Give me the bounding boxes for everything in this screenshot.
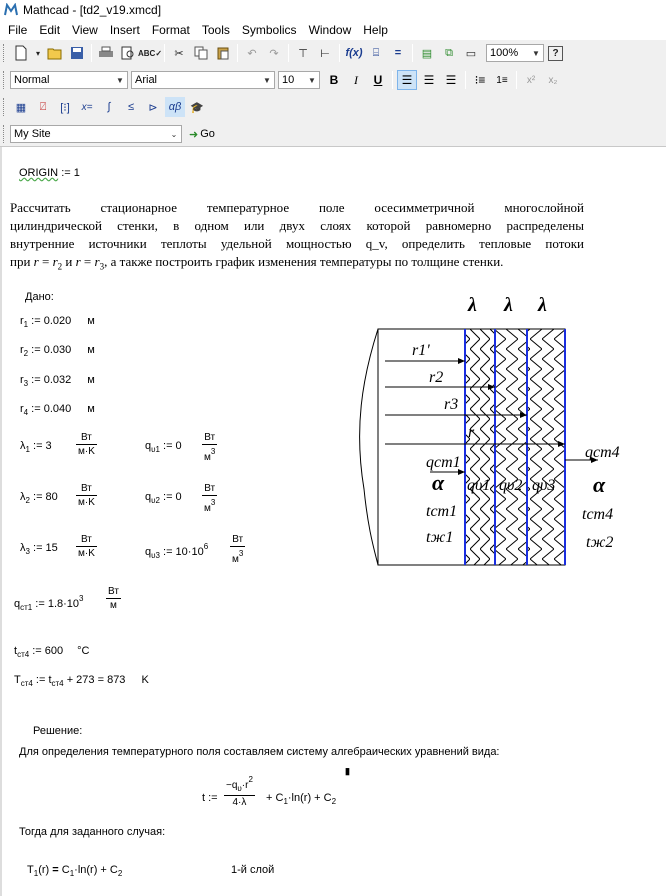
lambda2-definition[interactable]: $\lambda_2$ := 80 [20,491,58,505]
chevron-down-icon: ▼ [308,75,316,85]
label-tst4: tст4 [582,506,614,523]
solution-text[interactable]: Для определения температурного поля составляем систему алгебраических уравнений вида: [19,746,500,758]
rhs-sub: ст4 [51,679,64,688]
unit-num: Вт [230,533,245,547]
paragraph-tail: , а также построить график изменения температуры по толщине стенки. [104,254,504,269]
align-left-icon[interactable]: ⊢ [320,47,330,60]
T1-comment[interactable]: 1-й слой [231,864,275,876]
unit-den-base: м [232,554,239,565]
open-icon[interactable] [45,43,65,63]
var-value: 0.020 [43,315,72,327]
undo-icon[interactable]: ↶ [247,47,257,60]
var-unit: °C [77,645,90,657]
var-unit: м [87,315,95,327]
qv3-unit [230,533,245,566]
var-value: 0.030 [43,344,72,356]
greek-icon[interactable]: αβ [165,97,185,117]
var-name: q [14,598,21,610]
c2-sub: 2 [331,797,337,806]
subscript-button[interactable]: x₂ [548,74,558,86]
var-sub: 4 [23,408,29,417]
lambda3-unit [76,533,97,560]
menu-view[interactable]: View [72,23,98,37]
var-unit: м [87,374,95,386]
layer-1 [465,329,495,565]
t-formula-fraction[interactable] [224,773,255,809]
align-left-button[interactable]: ☰ [397,70,417,90]
menu-symbolics[interactable]: Symbolics [241,23,297,37]
c1-sub: 1 [283,797,288,806]
zoom-value: 100% [490,47,519,59]
lambda3-definition[interactable]: $\lambda_3$ := 15 [20,542,58,556]
T1-mid: ·ln(r) + C [74,864,118,876]
underline-button[interactable]: U [373,73,383,87]
lambda1-definition[interactable]: $\lambda_1$ := 3 [20,440,52,454]
toolbar-separator [516,71,517,89]
cut-icon[interactable]: ✂ [174,47,184,60]
var-value: 15 [45,542,58,554]
menu-insert[interactable]: Insert [109,23,140,37]
inner-surface-curve [360,329,378,565]
address-value: My Site [14,128,51,140]
problem-statement[interactable] [10,199,584,276]
unit-den: м [110,600,117,611]
var-sub: υ3 [151,551,160,560]
qst1-definition[interactable]: $q_{ст1}$ := $1.8\cdot 10^3$ [14,594,84,612]
var-value: 80 [45,491,58,503]
programming-icon[interactable]: ⊳ [148,101,158,114]
r3-definition[interactable]: $r_3$ := 0.032 м [20,374,95,388]
unit-den [202,496,217,515]
lambda-label-2: λ [504,294,513,316]
toolbar-grip[interactable] [3,44,6,62]
insert-unit-icon[interactable]: ⌸ [372,46,380,59]
unit-den: м·K [78,548,95,559]
new-icon[interactable] [11,43,31,63]
label-r1: r1' [412,342,430,359]
T1-c1: C [61,864,70,876]
var-sub: ст4 [17,650,30,659]
var-value: 600 [44,645,64,657]
toolbar-separator [465,71,466,89]
superscript-button[interactable]: x² [526,74,536,86]
var-value: 0 [175,491,182,503]
unit-den [202,445,217,464]
case-text[interactable]: Тогда для заданного случая: [19,826,166,838]
num-r: ·r [241,780,249,791]
title-bar [0,0,666,20]
var-sub: υ1 [151,445,160,454]
label-qv3: qυ3 [532,477,556,494]
align-center-button[interactable]: ☰ [423,73,435,87]
T1-sub: 1 [33,869,39,878]
var-sub: 2 [23,349,29,358]
help-icon[interactable]: ? [548,46,563,61]
toolbar-separator [91,44,92,62]
menu-format[interactable]: Format [151,23,190,37]
menu-window[interactable]: Window [308,23,352,37]
var-sub: 3 [23,379,29,388]
menu-bar [0,20,666,40]
var-name: r [20,403,24,415]
chevron-down-icon: ⌄ [170,129,178,139]
font-size-value: 10 [282,74,295,86]
label-qst4: qст4 [585,444,620,461]
address-select[interactable] [10,125,182,143]
align-top-icon[interactable]: ⊤ [298,47,308,60]
text-at: при [10,254,31,269]
bullets-button[interactable]: ⁝≡ [474,73,486,87]
num-sub: υ [237,784,242,793]
var-sub: ст1 [20,603,33,612]
var-name: λ [20,491,26,503]
formatting-toolbar [0,67,564,93]
unit-exp: 3 [238,549,244,558]
unit-exp: 3 [210,447,216,456]
sub-3: 3 [99,261,105,272]
evaluation-icon[interactable]: x= [81,101,93,113]
unit-num: Вт [76,533,97,547]
toolbar-area [0,40,666,147]
align-right-button[interactable]: ☰ [445,73,457,87]
var-r: r [33,254,39,269]
matrix-icon[interactable]: [⁝] [60,101,70,114]
label-alpha-2: α [593,472,606,497]
numbering-button[interactable]: 1≡ [496,74,508,86]
symbolic-icon[interactable]: 🎓 [190,101,204,114]
var-value: 1.8·10 [47,598,80,610]
qv1-definition[interactable]: $q_{\upsilon 1}$ := 0 [145,440,182,454]
print-icon[interactable] [96,43,116,63]
T1-arg: (r) [38,864,50,876]
mathcad-logo-icon [4,3,18,17]
T1-c1sub: 1 [69,869,75,878]
font-size-select[interactable] [278,71,320,89]
menu-tools[interactable]: Tools [201,23,230,37]
paste-icon[interactable] [213,43,233,63]
italic-button[interactable]: I [354,72,358,87]
num-q: −q [226,780,238,791]
lambda-label-3: λ [538,294,547,316]
var-name: r [20,374,24,386]
style-value: Normal [14,74,50,86]
var-name: T [14,674,21,686]
T1-equation[interactable] [27,864,122,878]
T1-name: T [27,864,34,876]
toolbar-separator [412,44,413,62]
var-name: r [20,315,24,327]
go-button[interactable] [185,124,219,144]
unit-num: Вт [202,431,217,445]
unit-num: Вт [76,431,97,445]
eq-sign: = [83,254,92,269]
insert-graph-icon[interactable]: ▤ [421,47,433,60]
spell-check-icon[interactable]: ABC✓ [137,48,163,58]
unit-den-base: м [204,503,211,514]
menu-edit[interactable]: Edit [39,23,61,37]
var-value: 10·10 [175,546,204,558]
unit-exp: 3 [210,498,216,507]
qv3-definition[interactable]: $q_{\upsilon 3}$ := $10\cdot 10^6$ [145,542,209,560]
toolbar-separator [392,71,393,89]
var-value: 0.040 [43,403,72,415]
chevron-down-icon: ▼ [116,75,124,85]
frac-num [224,773,255,796]
origin-value: 1 [73,167,80,179]
var-unit: м [87,344,95,356]
rest-c1: + C [266,792,284,804]
var-unit: м [87,403,95,415]
lambda-label-1: λ [468,294,477,316]
label-tst1: tст1 [426,503,458,520]
qv2-definition[interactable]: $q_{\upsilon 2}$ := 0 [145,491,182,505]
var-value: 0 [175,440,182,452]
value-exp: 6 [203,542,209,551]
var-name: q [145,491,152,503]
unit-den-base: м [204,452,211,463]
r1-definition[interactable]: $r_1$ := 0.020 м [20,315,95,329]
unit-num: Вт [108,586,119,597]
resource-center-icon[interactable]: ▭ [465,47,477,60]
given-heading[interactable]: Дано: [25,291,54,303]
toolbar-separator [237,44,238,62]
calculator-icon[interactable]: ▦ [15,101,27,114]
assign-op: := [61,167,71,179]
toolbar-grip[interactable] [3,98,6,116]
var-unit: K [141,674,149,686]
qv2-unit [202,482,217,515]
T1-c2sub: 2 [117,869,123,878]
unit-den: м·K [78,497,95,508]
menu-file[interactable]: File [8,23,28,37]
paragraph-line: Рассчитать стационарное температурное поле осесимметричной многослойной [10,200,584,215]
origin-name: ORIGIN [19,167,59,179]
label-r: r [468,424,475,441]
boolean-icon[interactable]: ≤ [127,101,135,113]
lambda1-unit [76,431,97,458]
layer-2 [495,329,527,565]
value-exp: 3 [79,594,84,603]
paragraph-line: внутренние источники теплоты удельной мощностью q_v, определить тепловые потоки [10,236,584,251]
layer-3 [527,329,565,565]
var-name: λ [20,542,26,554]
eq-sign: = [41,254,50,269]
t-formula-rest[interactable] [266,792,336,806]
paragraph-line [10,253,584,276]
window-title: Mathcad - [td2_v19.xmcd] [23,3,162,17]
unit-den: м·K [78,446,95,457]
var-r3: r [94,254,100,269]
toolbar-grip[interactable] [3,125,6,143]
toolbar-separator [164,44,165,62]
frac-den: 4·λ [232,797,247,808]
lambda2-unit [76,482,97,509]
var-sub: 2 [25,496,30,505]
font-select[interactable] [131,71,275,89]
go-arrow-icon: ➜ [189,128,199,141]
label-qv1: qυ1 [467,477,491,494]
calculus-icon[interactable]: ∫ [107,101,111,113]
rhs-rest: + 273 = 873 [66,674,126,686]
solution-heading[interactable]: Решение: [33,725,83,737]
standard-toolbar [0,40,564,66]
toolbar-separator [288,44,289,62]
var-value: 0.032 [43,374,72,386]
bold-button[interactable]: B [329,73,339,87]
label-alpha-1: α [432,470,445,495]
var-name: q [145,546,152,558]
copy-icon[interactable] [191,43,211,63]
web-toolbar [0,121,219,147]
tst4-definition[interactable]: $t_{ст4}$ := 600 °C [14,645,90,659]
var-value: 3 [45,440,52,452]
cursor-marker: ▮ [345,766,350,776]
menu-help[interactable]: Help [363,23,388,37]
var-name: λ [20,440,26,452]
var-name: r [20,344,24,356]
sub-2: 2 [57,261,63,272]
label-tzh1: tж1 [426,529,454,546]
qv1-unit [202,431,217,464]
var-sub: 1 [23,320,29,329]
label-r2: r2 [429,369,444,386]
qst1-unit [106,585,121,612]
worksheet[interactable] [0,147,666,896]
t-formula-lhs[interactable]: t := [202,792,218,804]
var-sub: 3 [25,547,30,556]
paragraph-line: цилиндрической стенки, в одном или двух слоях которой равномерно распределены [10,218,584,233]
var-name: t [14,645,18,657]
font-value: Arial [135,74,158,86]
var-sub: ст4 [20,679,33,688]
go-label: Go [200,128,215,140]
text-and: и [65,254,73,269]
component-icon[interactable]: ⧉ [445,46,453,59]
print-preview-icon[interactable] [118,43,138,63]
Tst4-definition[interactable]: $T_{ст4}$ := $t_{ст4} + 273 = 873$ K [14,674,149,688]
chevron-down-icon: ▼ [532,48,540,58]
r2-definition[interactable]: $r_2$ := 0.030 м [20,344,95,358]
redo-icon[interactable]: ↷ [269,47,279,60]
var-r: r [75,254,81,269]
toolbar-grip[interactable] [3,71,6,89]
zoom-select[interactable] [486,44,544,62]
chevron-down-icon[interactable]: ▾ [35,48,40,58]
toolbar-separator [339,44,340,62]
unit-num: Вт [76,482,97,496]
unit-den [230,547,245,566]
label-tzh2: tж2 [586,534,614,551]
arrow-head-icon [458,358,465,364]
num-exp: 2 [248,775,253,784]
r4-definition[interactable]: $r_4$ := 0.040 м [20,403,95,417]
graph-icon[interactable]: ⍁ [39,100,47,113]
var-sub: υ2 [151,496,160,505]
calculate-icon[interactable]: = [394,47,402,59]
rest-mid: ·ln(r) + C [287,792,332,804]
var-sub: 1 [25,445,30,454]
var-name: q [145,440,152,452]
label-qst1: qст1 [426,454,461,471]
chevron-down-icon: ▼ [263,75,271,85]
wall-diagram[interactable] [350,289,630,579]
label-r3: r3 [444,396,459,413]
rhs-var: t [48,674,52,686]
bold-eq: = [52,864,59,876]
save-icon[interactable] [67,43,87,63]
style-select[interactable] [10,71,128,89]
unit-num: Вт [202,482,217,496]
var-r2: r [52,254,58,269]
label-qv2: qυ2 [499,477,523,494]
origin-definition[interactable] [19,167,80,179]
math-toolbar [0,94,208,120]
insert-function-icon[interactable]: f(x) [345,47,363,59]
